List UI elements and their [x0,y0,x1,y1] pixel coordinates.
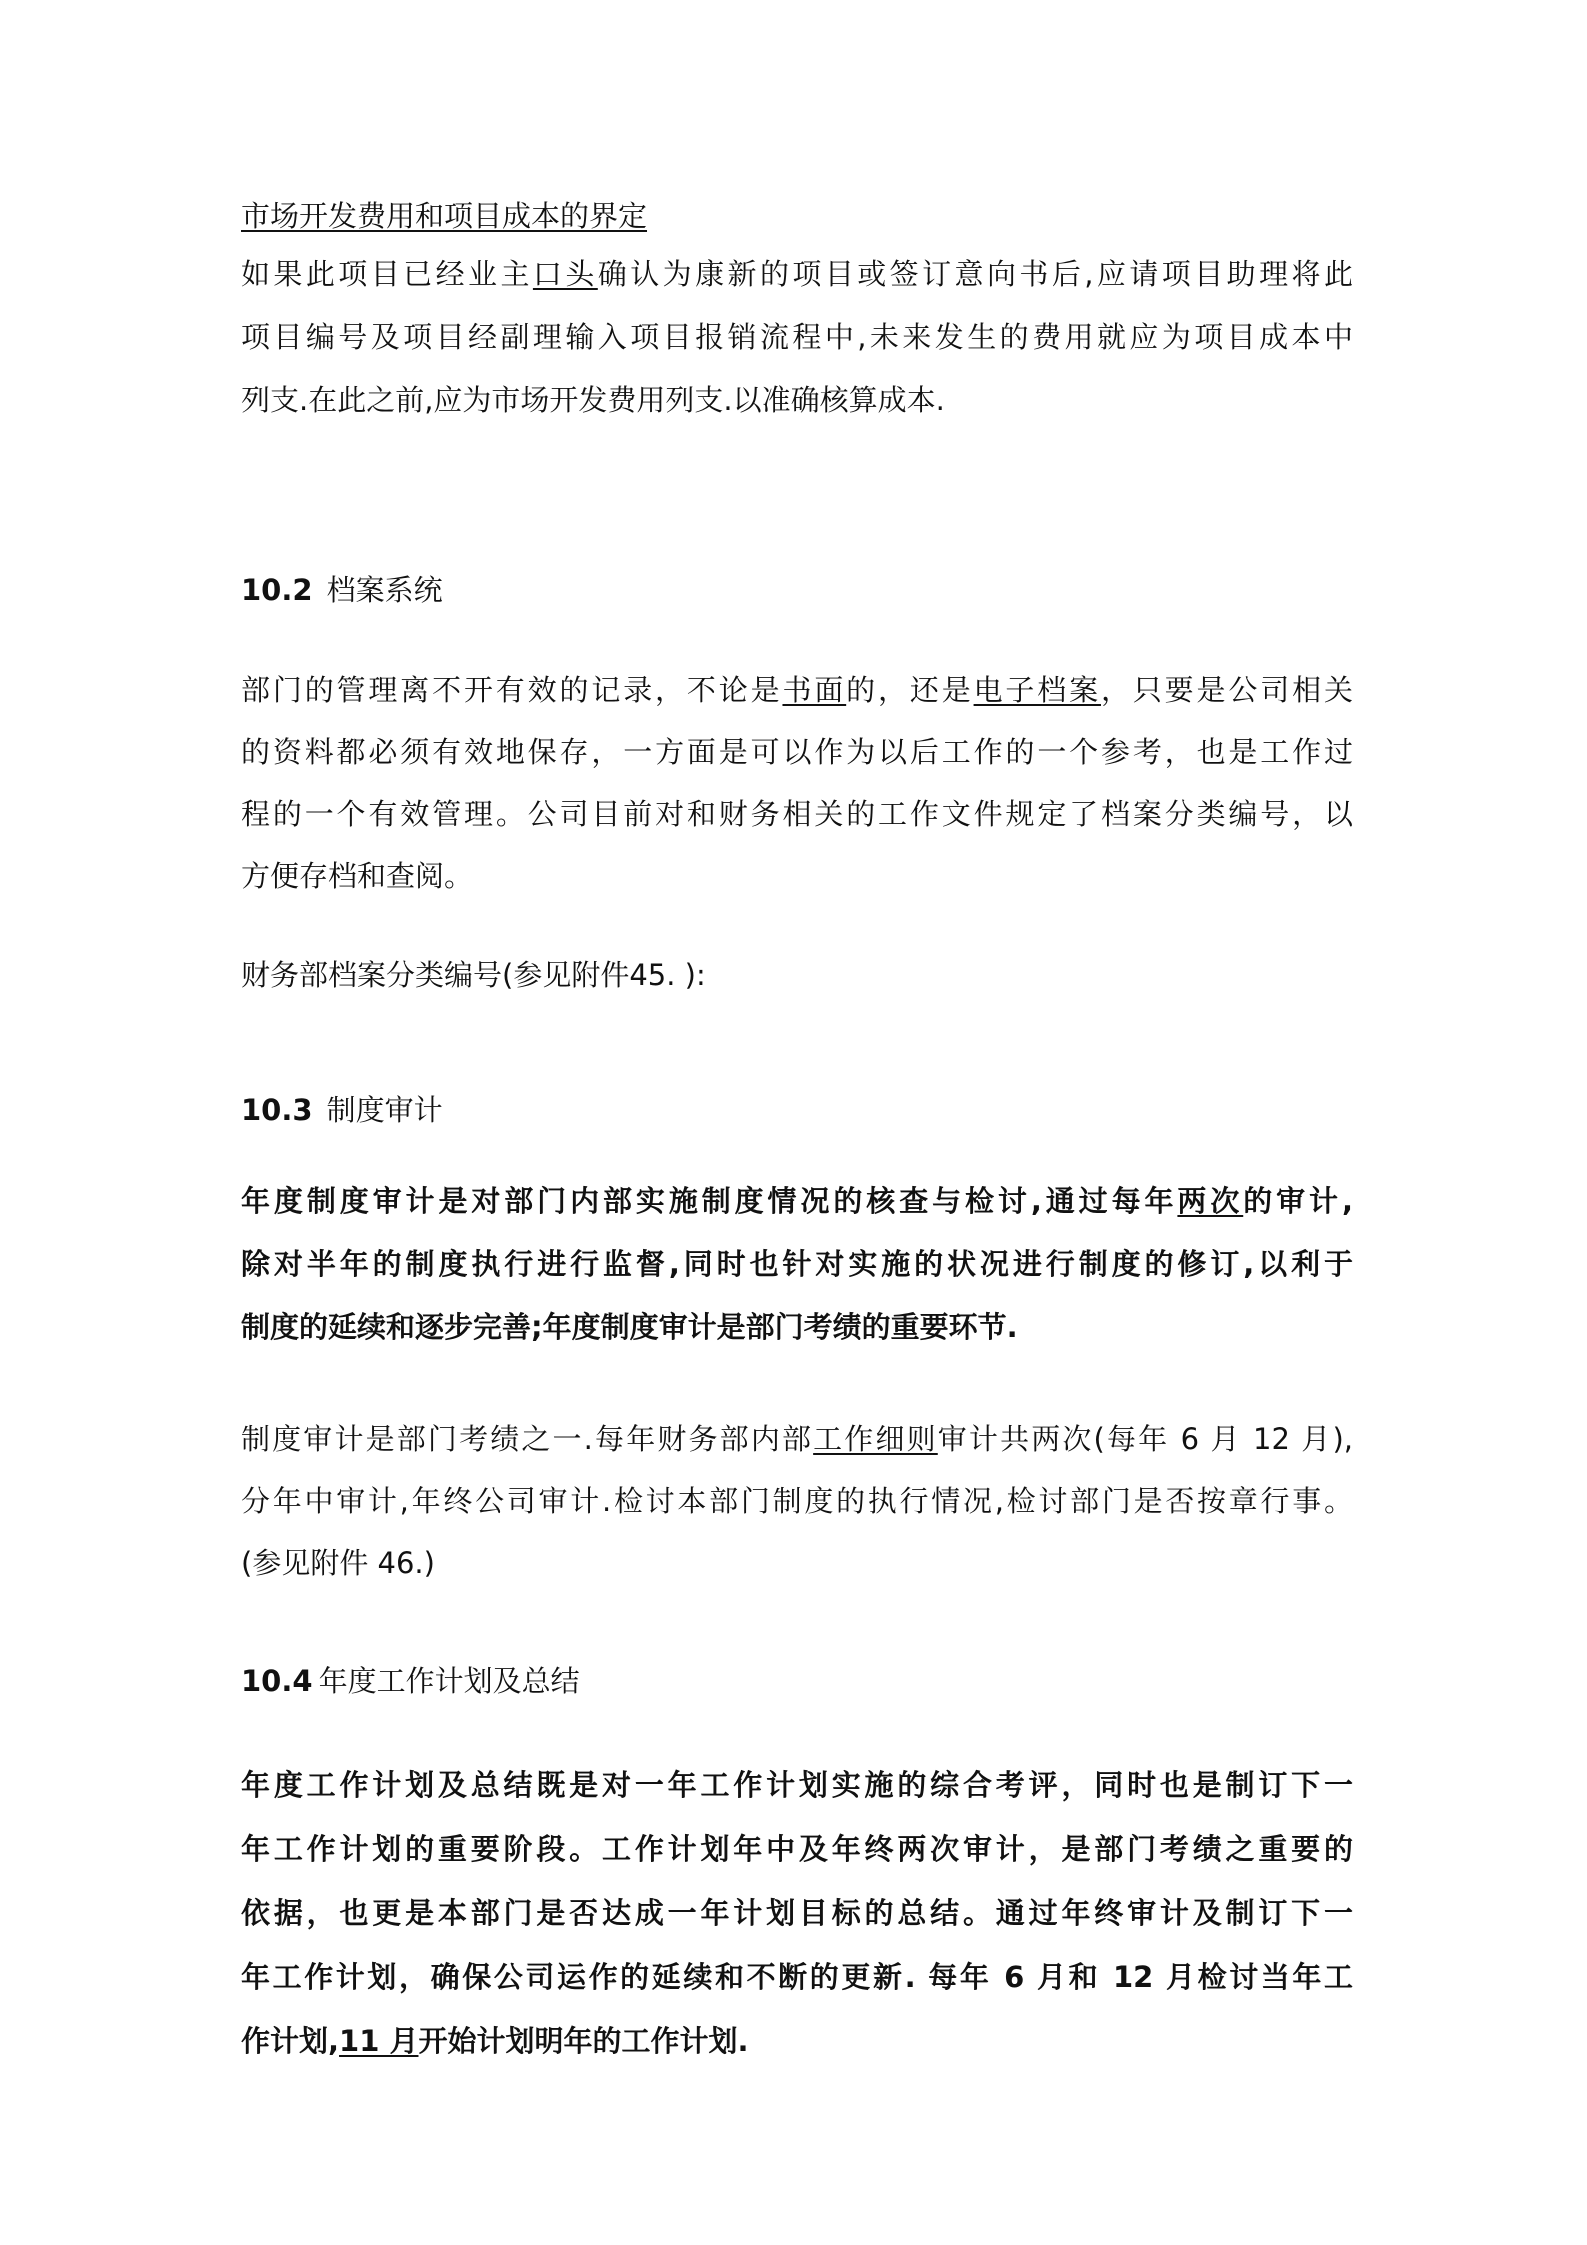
audit-detail-text: 审计共两次(每年 6 月 12 月), [937,1422,1353,1456]
plan-line-2: 年工作计划的重要阶段。工作计划年中及年终两次审计，是部门考绩之重要的 [241,1832,1353,1866]
market-cost-line-3: 列支.在此之前,应为市场开发费用列支.以准确核算成本. [241,383,945,417]
market-cost-text: 如果此项目已经业主 [241,257,533,291]
section-title: 档案系统 [326,573,443,607]
section-number: 10.3 [241,1093,313,1127]
plan-text: 作计划, [241,2024,340,2058]
plan-line-4: 年工作计划，确保公司运作的延续和不断的更新. 每年 6 月和 12 月检讨当年工 [241,1960,1353,1994]
section-title: 年度工作计划及总结 [318,1664,580,1698]
archive-text: 的，还是 [846,673,974,707]
section-10-3-heading [241,1090,443,1130]
market-cost-line-2: 项目编号及项目经副理输入项目报销流程中,未来发生的费用就应为项目成本中 [241,320,1353,354]
plan-line-1: 年度工作计划及总结既是对一年工作计划实施的综合考评，同时也是制订下一 [241,1768,1353,1802]
audit-detail-line-2: 分年中审计,年终公司审计.检讨本部门制度的执行情况,检讨部门是否按章行事。 [241,1484,1353,1518]
audit-detail-line-3: (参见附件 46.) [241,1546,435,1580]
audit-detail-line-1 [241,1419,1353,1459]
audit-text: 的审计, [1243,1184,1353,1218]
market-cost-title: 市场开发费用和项目成本的界定 [241,199,648,233]
archive-line-4: 方便存档和查阅。 [241,859,474,893]
plan-text: 开始计划明年的工作计划. [418,2024,749,2058]
section-10-2-heading [241,570,443,610]
archive-classification-note: 财务部档案分类编号(参见附件45. ): [241,958,706,992]
audit-line-2: 除对半年的制度执行进行监督,同时也针对实施的状况进行制度的修订,以利于 [241,1247,1353,1281]
audit-detail-text: 制度审计是部门考绩之一.每年财务部内部 [241,1422,814,1456]
section-10-4-heading [241,1661,580,1701]
archive-line-1 [241,670,1353,710]
market-cost-line-1 [241,254,1353,294]
audit-line-1 [241,1181,1353,1221]
plan-line-3: 依据，也更是本部门是否达成一年计划目标的总结。通过年终审计及制订下一 [241,1896,1353,1930]
underlined-term-work-rules: 工作细则 [813,1422,938,1456]
section-number: 10.4 [241,1664,313,1698]
archive-line-2: 的资料都必须有效地保存，一方面是可以作为以后工作的一个参考，也是工作过 [241,735,1353,769]
market-cost-text: 确认为康新的项目或签订意向书后,应请项目助理将此 [597,257,1353,291]
archive-text: 部门的管理离不开有效的记录，不论是 [241,673,783,707]
underlined-term-twice: 两次 [1177,1184,1244,1218]
underlined-term-oral: 口头 [532,257,598,291]
underlined-term-written: 书面 [782,673,847,707]
audit-text: 年度制度审计是对部门内部实施制度情况的核查与检讨,通过每年 [241,1184,1178,1218]
section-title: 制度审计 [326,1093,443,1127]
archive-text: ，只要是公司相关 [1100,673,1353,707]
plan-line-5 [241,2021,1353,2061]
section-number: 10.2 [241,573,313,607]
archive-line-3: 程的一个有效管理。公司目前对和财务相关的工作文件规定了档案分类编号，以 [241,797,1353,831]
audit-line-3: 制度的延续和逐步完善;年度制度审计是部门考绩的重要环节. [241,1310,1018,1344]
underlined-term-november: 11 月 [339,2024,419,2058]
underlined-term-electronic-archive: 电子档案 [973,673,1101,707]
